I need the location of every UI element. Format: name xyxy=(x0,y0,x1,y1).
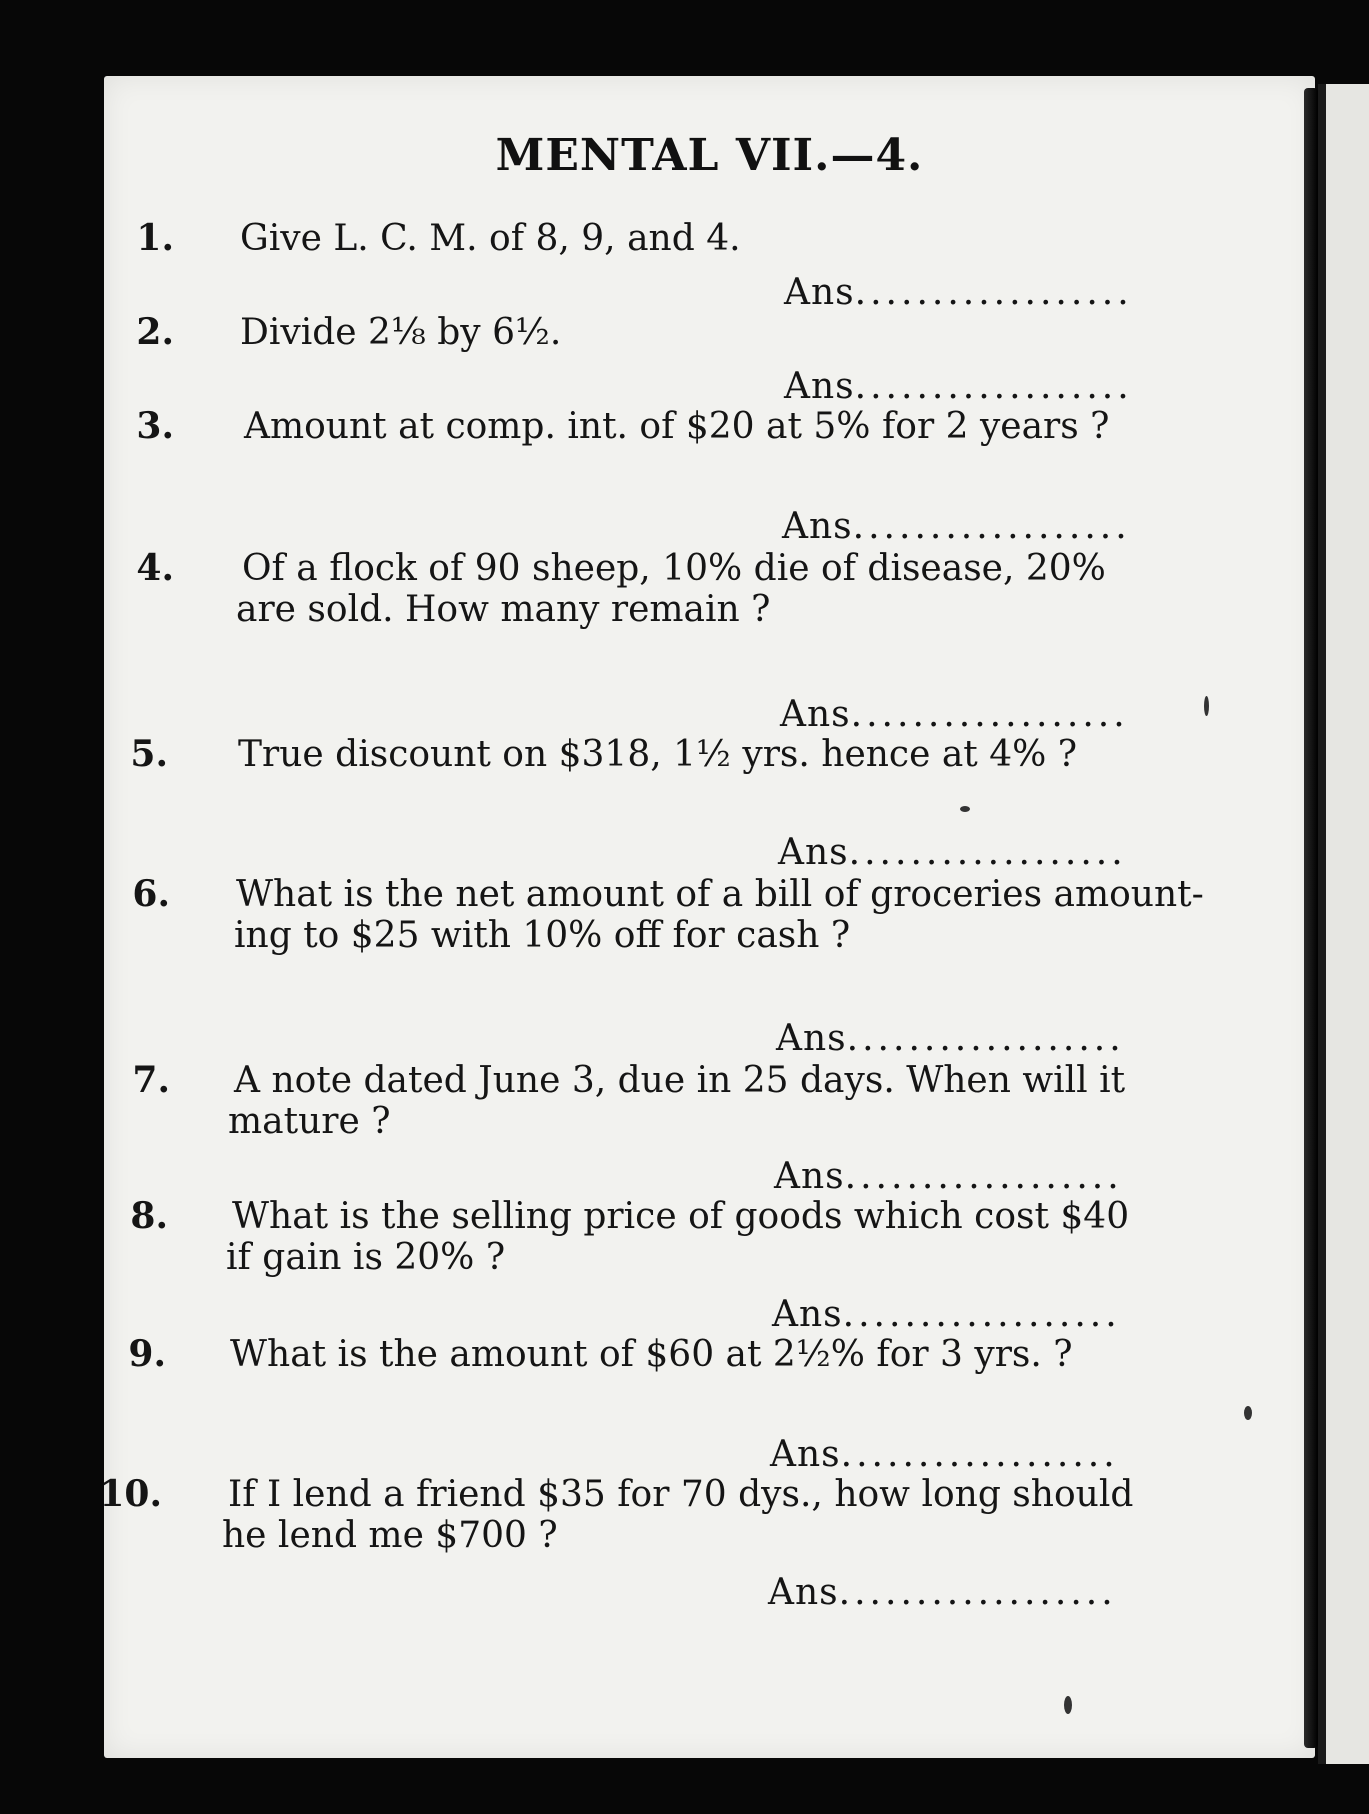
question-number: 6. xyxy=(132,873,170,915)
answer-blank: .................. xyxy=(854,366,1133,407)
question-text-line-1: What is the selling price of goods which cost $40 xyxy=(232,1196,1130,1237)
scan-speck xyxy=(1064,1696,1072,1714)
page-right-edge xyxy=(1304,88,1318,1748)
answer-label: Ans xyxy=(768,1572,839,1613)
answer-line-1[interactable] xyxy=(784,272,1133,313)
answer-label: Ans xyxy=(784,366,855,407)
answer-line-8[interactable] xyxy=(772,1294,1121,1335)
answer-label: Ans xyxy=(778,832,849,873)
answer-blank: .................. xyxy=(850,694,1129,735)
answer-line-2[interactable] xyxy=(784,366,1133,407)
question-number: 4. xyxy=(136,547,174,589)
question-text-line-1: If I lend a friend $35 for 70 dys., how long should xyxy=(228,1474,1134,1515)
answer-label: Ans xyxy=(784,272,855,313)
answer-label: Ans xyxy=(774,1156,845,1197)
question-text: What is the amount of $60 at 2½% for 3 yrs. ? xyxy=(230,1334,1073,1375)
scan-speck xyxy=(960,806,970,812)
question-text: Give L. C. M. of 8, 9, and 4. xyxy=(240,218,741,259)
question-number: 9. xyxy=(128,1333,166,1375)
question-text-line-2: ing to $25 with 10% off for cash ? xyxy=(234,915,851,956)
answer-line-3[interactable] xyxy=(782,506,1131,547)
answer-label: Ans xyxy=(780,694,851,735)
answer-line-7[interactable] xyxy=(774,1156,1123,1197)
answer-blank: .................. xyxy=(848,832,1127,873)
scan-speck xyxy=(1204,696,1209,716)
answer-blank: .................. xyxy=(854,272,1133,313)
page-title: MENTAL VII.—4. xyxy=(495,130,924,181)
answer-blank: .................. xyxy=(844,1156,1123,1197)
question-text-line-2: are sold. How many remain ? xyxy=(236,589,771,630)
question-number: 2. xyxy=(136,311,174,353)
answer-blank: .................. xyxy=(840,1434,1119,1475)
question-text-line-2: he lend me $700 ? xyxy=(222,1515,558,1556)
answer-label: Ans xyxy=(770,1434,841,1475)
answer-blank: .................. xyxy=(852,506,1131,547)
question-text: Divide 2⅛ by 6½. xyxy=(240,312,562,353)
question-number: 8. xyxy=(130,1195,168,1237)
question-text-line-2: mature ? xyxy=(228,1101,391,1142)
question-number: 10. xyxy=(99,1473,162,1515)
answer-line-9[interactable] xyxy=(770,1434,1119,1475)
answer-label: Ans xyxy=(776,1018,847,1059)
question-text-line-1: Of a flock of 90 sheep, 10% die of disease, 20% xyxy=(242,548,1106,589)
question-text: True discount on $318, 1½ yrs. hence at 4% ? xyxy=(238,734,1078,775)
answer-blank: .................. xyxy=(842,1294,1121,1335)
answer-line-6[interactable] xyxy=(776,1018,1125,1059)
scan-speck xyxy=(1244,1406,1252,1420)
question-number: 3. xyxy=(136,405,174,447)
answer-blank: .................. xyxy=(846,1018,1125,1059)
question-text-line-2: if gain is 20% ? xyxy=(226,1237,506,1278)
question-number: 7. xyxy=(132,1059,170,1101)
answer-label: Ans xyxy=(772,1294,843,1335)
answer-line-4[interactable] xyxy=(780,694,1129,735)
worksheet-page xyxy=(99,76,1315,1758)
question-number: 1. xyxy=(136,217,174,259)
question-text: Amount at comp. int. of $20 at 5% for 2 years ? xyxy=(244,406,1110,447)
answer-label: Ans xyxy=(782,506,853,547)
question-text-line-1: A note dated June 3, due in 25 days. When will it xyxy=(234,1060,1126,1101)
answer-line-10[interactable] xyxy=(768,1572,1117,1613)
answer-blank: .................. xyxy=(838,1572,1117,1613)
question-number: 5. xyxy=(130,733,168,775)
question-text-line-1: What is the net amount of a bill of groceries amount- xyxy=(236,874,1204,915)
page-gutter-shadow xyxy=(1318,84,1326,1764)
answer-line-5[interactable] xyxy=(778,832,1127,873)
